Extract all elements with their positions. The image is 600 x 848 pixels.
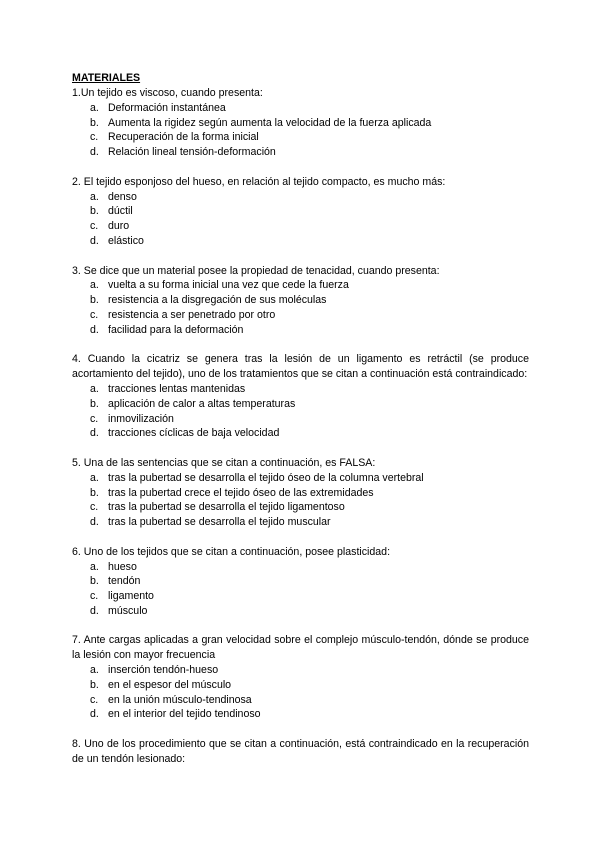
option-letter: d. [90,146,99,159]
option-letter: a. [90,560,99,573]
option-item [72,382,529,397]
option-letter: c. [90,220,99,233]
option-letter: b. [90,294,99,307]
question-text: 2. El tejido esponjoso del hueso, en relación al tejido compacto, es mucho más: [72,175,446,188]
option-text: en el espesor del músculo [108,678,232,691]
option-letter: c. [90,590,99,603]
document-heading: MATERIALES [72,72,141,84]
option-item [72,397,529,412]
option-letter: c. [90,131,99,144]
option-text: tracciones cíclicas de baja velocidad [108,427,280,440]
option-text: Deformación instantánea [108,101,226,114]
option-item [72,116,529,131]
options-list [72,382,529,441]
option-item [72,426,529,441]
option-letter: d. [90,427,99,440]
options-list [72,560,529,619]
option-letter: c. [90,501,99,514]
option-item [72,412,529,427]
option-item [72,678,529,693]
options-list [72,190,529,249]
option-item [72,204,529,219]
option-letter: b. [90,678,99,691]
option-item [72,486,529,501]
option-item [72,308,529,323]
option-item [72,278,529,293]
option-text: facilidad para la deformación [108,323,244,336]
option-text: Recuperación de la forma inicial [108,131,259,144]
option-letter: c. [90,412,99,425]
option-text: inmovilización [108,412,174,425]
option-item [72,574,529,589]
option-text: resistencia a la disgregación de sus moléculas [108,294,327,307]
option-text: en la unión músculo-tendinosa [108,693,252,706]
question-1 [72,86,529,160]
option-letter: a. [90,279,99,292]
option-letter: d. [90,234,99,247]
option-text: músculo [108,604,148,617]
options-list [72,663,529,722]
option-text: aplicación de calor a altas temperaturas [108,397,296,410]
option-letter: a. [90,101,99,114]
option-item [72,234,529,249]
option-item [72,515,529,530]
option-text: tendón [108,575,141,588]
option-item [72,293,529,308]
option-item [72,219,529,234]
question-text: 5. Una de las sentencias que se citan a continuación, es FALSA: [72,456,376,469]
option-text: resistencia a ser penetrado por otro [108,308,276,321]
question-5 [72,456,529,530]
option-letter: d. [90,516,99,529]
option-text: Relación lineal tensión-deformación [108,146,276,159]
option-letter: d. [90,323,99,336]
option-letter: b. [90,205,99,218]
option-item [72,130,529,145]
option-letter: b. [90,116,99,129]
question-3 [72,264,529,338]
question-6 [72,545,529,619]
question-text: 1.Un tejido es viscoso, cuando presenta: [72,87,263,99]
option-letter: b. [90,397,99,410]
option-item [72,101,529,116]
option-letter: d. [90,708,99,721]
option-item [72,471,529,486]
option-text: tracciones lentas mantenidas [108,382,246,395]
option-item [72,500,529,515]
question-4 [72,352,529,441]
option-letter: a. [90,382,99,395]
option-letter: c. [90,693,99,706]
question-text: 6. Uno de los tejidos que se citan a continuación, posee plasticidad: [72,545,391,558]
option-text: Aumenta la rigidez según aumenta la velocidad de la fuerza aplicada [108,116,432,129]
option-item [72,589,529,604]
option-text: hueso [108,560,137,573]
option-letter: d. [90,604,99,617]
option-item [72,190,529,205]
option-letter: b. [90,486,99,499]
options-list [72,278,529,337]
question-text: 7. Ante cargas aplicadas a gran velocidad sobre el complejo músculo-tendón, dónde se produce la lesión con mayor frecuencia [72,634,529,662]
option-item [72,663,529,678]
option-text: inserción tendón-hueso [108,664,219,677]
option-item [72,323,529,338]
option-letter: a. [90,664,99,677]
question-7 [72,633,529,722]
option-text: elástico [108,234,144,247]
options-list [72,101,529,160]
option-text: duro [108,220,130,233]
document-page [72,71,529,781]
question-2 [72,175,529,249]
question-text: 8. Uno de los procedimiento que se citan a continuación, está contraindicado en la recuperación de un tendón lesionado: [72,738,529,765]
option-text: en el interior del tejido tendinoso [108,708,261,721]
option-text: dúctil [108,205,133,218]
option-item [72,604,529,619]
option-text: vuelta a su forma inicial una vez que cede la fuerza [108,279,349,292]
option-item [72,145,529,160]
option-text: tras la pubertad crece el tejido óseo de las extremidades [108,486,374,499]
option-letter: c. [90,308,99,321]
options-list [72,471,529,530]
option-item [72,560,529,575]
option-letter: a. [90,471,99,484]
option-text: tras la pubertad se desarrolla el tejido ligamentoso [108,501,345,514]
option-item [72,707,529,722]
question-text: 4. Cuando la cicatriz se genera tras la lesión de un ligamento es retráctil (se produce acortamiento del tejido), uno de los tratamientos que se citan a continuación está contraindicado: [72,353,529,381]
option-item [72,693,529,708]
option-text: denso [108,190,137,203]
option-letter: a. [90,190,99,203]
option-text: tras la pubertad se desarrolla el tejido muscular [108,516,331,529]
question-8 [72,737,529,767]
option-text: tras la pubertad se desarrolla el tejido óseo de la columna vertebral [108,471,424,484]
option-text: ligamento [108,590,154,603]
question-text: 3. Se dice que un material posee la propiedad de tenacidad, cuando presenta: [72,264,440,277]
option-letter: b. [90,575,99,588]
